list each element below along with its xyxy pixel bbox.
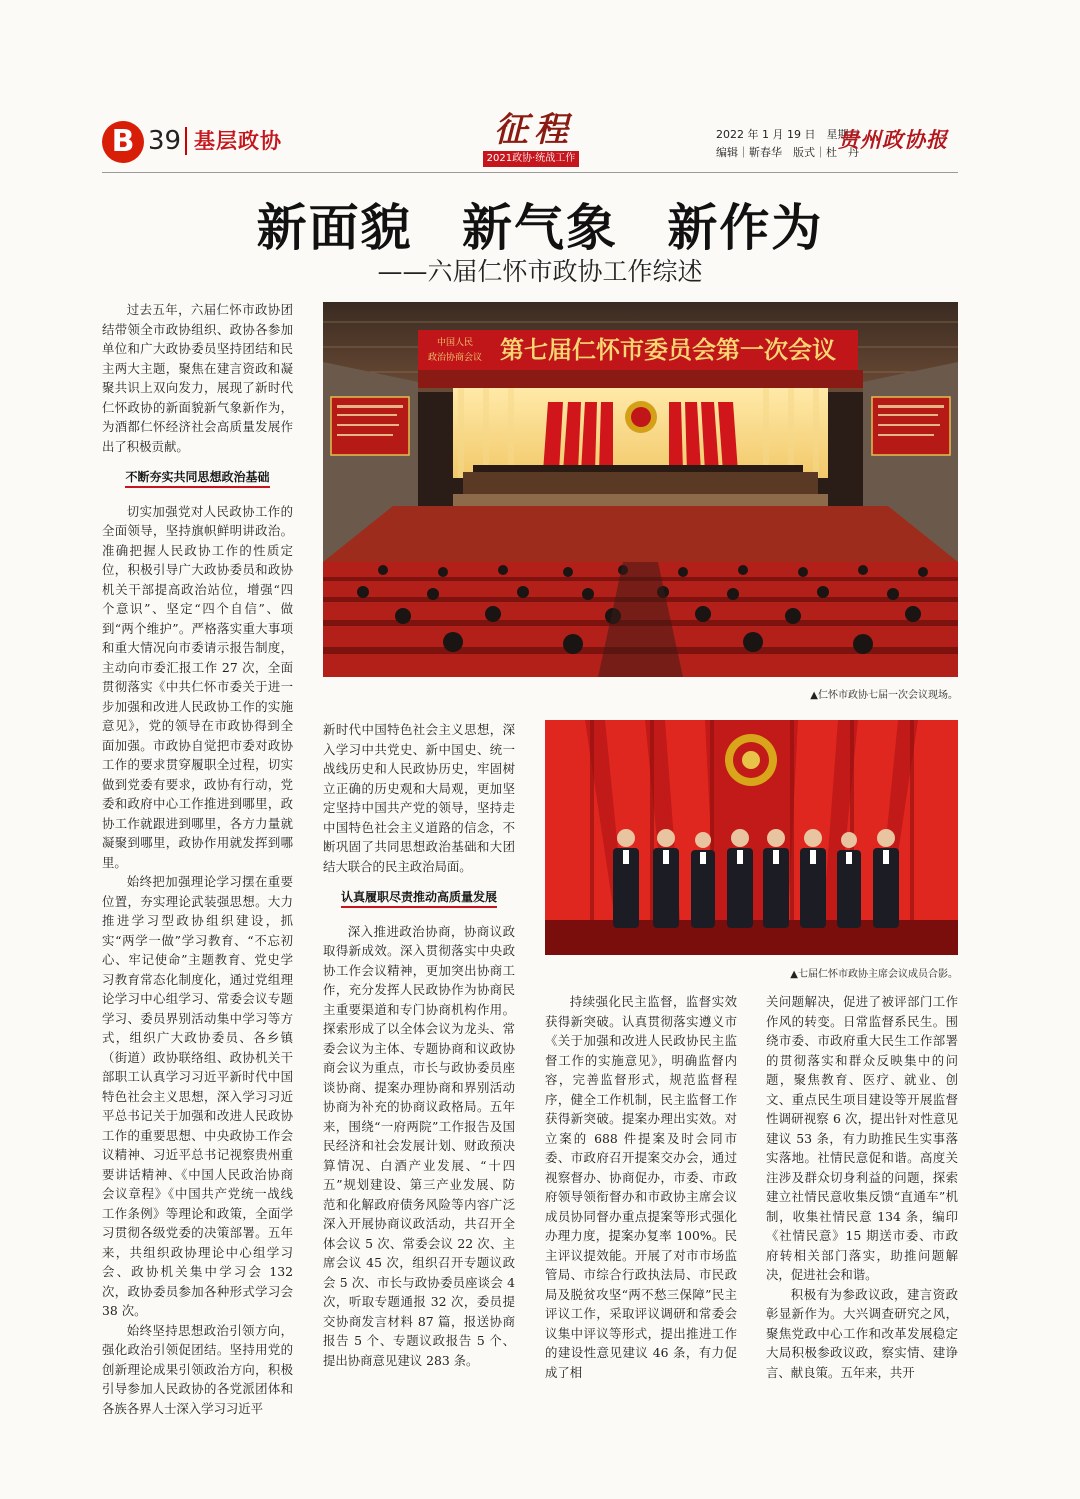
column-middle <box>323 720 515 1370</box>
banner-main-text: 第七届仁怀市委员会第一次会议 <box>500 335 836 364</box>
article-headline: 新面貌 新气象 新作为 <box>256 199 824 257</box>
section1-paragraph-2: 始终把加强理论学习摆在重要位置，夯实理论武装强思想。大力推进学习型政协组织建设，抓实“两学一做”学习教育、“不忘初心、牢记使命”主题教育、党史学习教育常态化制度化，通过党组理论学习中心组学习、常委会议专题学习、委员界别活动集中学习等方式，组织广大政协委员、各乡镇（街道）政协联络组、政协机关干部职工认真学习习近平新时代中国特色社会主义思想，深入学习习近平总书记关于加强和改进人民政协工作的重要思想、中央政协工作会议精神、习近平总书记视察贵州重要讲话精神、《中国人民政治协商会议章程》《中国共产党统一战线工作条例》等理论和政策，全面学习贯彻各级党委的决策部署。五年来，共组织政协理论中心组学习会、政协机关集中学习会 132 次，政协委员参加各种形式学习会 38 次。 <box>102 874 293 1318</box>
section2-heading <box>323 888 515 908</box>
section1-heading-text: 不断夯实共同思想政治基础 <box>125 470 269 488</box>
editor-credits: 编辑｜靳春华 版式｜杜 丹 <box>716 146 859 159</box>
header-divider <box>185 127 187 155</box>
column-logo-subtitle: 2021政协·统战工作 <box>483 151 579 167</box>
newspaper-name: 贵州政协报 <box>838 127 948 152</box>
column-left <box>102 300 293 1418</box>
section2-paragraph-1: 深入推进政治协商，协商议政取得新成效。深入贯彻落实中央政协工作会议精神，更加突出协商工作，充分发挥人民政协作为协商民主重要渠道和专门协商机构作用。探索形成了以全体会议为龙头、常委会议为主体、专题协商和议政协商会议为重点，市长与政协委员座谈协商、提案办理协商和界别活动协商为补充的协商议政格局。五年来，围绕“一府两院”工作报告及国民经济和社会发展计划、财政预决算情况、白酒产业发展、“十四五”规划建设、第三产业发展、防范和化解政府债务风险等内容广泛深入开展协商议政活动，共召开全体会议 5 次、常委会议 22 次、主席会议 45 次，组织召开专题议政会 5 次、市长与政协委员座谈会 4 次，听取专题通报 32 次，委员提交协商发言材料 87 篇，报送协商报告 5 个、专题议政报告 5 个、提出协商意见建议 283 条。 <box>323 923 515 1368</box>
photo2-caption: ▲七届仁怀市政协主席会议成员合影。 <box>790 969 958 980</box>
assembly-hall-illustration <box>323 302 958 677</box>
photo-group <box>545 720 958 955</box>
photo1-caption: ▲仁怀市政协七届一次会议现场。 <box>810 690 958 701</box>
article-subheadline: ——六届仁怀市政协工作综述 <box>377 257 703 286</box>
section2-heading-text: 认真履职尽责推动高质量发展 <box>341 890 497 908</box>
banner-left-text-1: 中国人民 <box>436 338 474 348</box>
section2-paragraph-2b: 关问题解决，促进了被评部门工作作风的转变。日常监督系民生。围绕市委、市政府重大民生工作部署的贯彻落实和群众反映集中的问题，聚焦教育、医疗、就业、创文、重点民生项目建设等开展监督性调研视察 6 次，提出针对性意见建议 53 条，有力助推民生实事落实落地。社情民意促和谐。高度关注涉及群众切身利益的问题，探索建立社情民意收集反馈“直通车”机制，收集社情民意 134 条，编印《社情民意》15 期送市委、市政府转相关部门落实，助推问题解决，促进社会和谐。 <box>766 994 958 1282</box>
group-photo-illustration <box>545 720 958 955</box>
section1-paragraph-3b: 新时代中国特色社会主义思想，深入学习中共党史、新中国史、统一战线历史和人民政协历史，牢固树立正确的历史观和大局观，更加坚定坚持中国共产党的领导，坚持走中国特色社会主义道路的信念，不断巩固了共同思想政治基础和大团结大联合的民主政治局面。 <box>323 722 515 874</box>
column-fourth <box>766 992 958 1397</box>
section1-heading <box>102 468 293 488</box>
column-logo: 征程 <box>494 110 574 150</box>
page-section-badge: B <box>102 121 144 163</box>
photo-assembly-hall <box>323 302 958 677</box>
section2-paragraph-3: 积极有为参政议政，建言资政彰显新作为。大兴调查研究之风，聚焦党政中心工作和改革发展稳定大局积极参政议政，察实情、建诤言、献良策。五年来，共开 <box>766 1286 958 1380</box>
page-number: 39 <box>148 126 182 156</box>
column-third <box>545 992 737 1397</box>
issue-date: 2022 年 1 月 19 日 星期三 <box>716 128 860 141</box>
section2-paragraph-2a: 持续强化民主监督，监督实效获得新突破。认真贯彻落实遵义市《关于加强和改进人民政协民主监督工作的实施意见》，明确监督内容，完善监督形式，规范监督程序，健全工作机制，民主监督工作获得新突破。提案办理出实效。对立案的 688 件提案及时会同市委、市政府召开提案交办会，通过视察督办、协商促办，市委、市政府领导领衔督办和市政协主席会议成员协同督办重点提案等形式强化办理力度，提案办复率 100%。民主评议提效能。开展了对市市场监管局、市综合行政执法局、市民政局及脱贫攻坚“两不愁三保障”民主评议工作，采取评议调研和常委会议集中评议等形式，提出推进工作的建设性意见建议 46 条，有力促成了相 <box>545 994 737 1380</box>
section1-paragraph-3a: 始终坚持思想政治引领方向，强化政治引领促团结。坚持用党的创新理论成果引领政治方向，积极引导参加人民政协的各党派团体和各族各界人士深入学习习近平 <box>102 1322 293 1416</box>
section2-paragraph-2-continued <box>766 992 958 1285</box>
banner-left-text-2: 政治协商会议 <box>427 353 483 363</box>
section1-paragraph-1: 切实加强党对人民政协工作的全面领导，坚持旗帜鲜明讲政治。准确把握人民政协工作的性质定位，积极引导广大政协委员和政协机关干部提高政治站位，增强“四个意识”、坚定“四个自信”、做到“两个维护”。严格落实重大事项和重大情况向市委请示报告制度，主动向市委汇报工作 27 次，全面贯彻落实《中共仁怀市委关于进一步加强和改进人民政协工作的实施意见》，党的领导在市政协得到全面加强。市政协自觉把市委对政协工作的要求贯穿履职全过程，切实做到党委有要求，政协有行动，党委和政府中心工作推进到哪里，政协工作就跟进到哪里，各方力量就凝聚到哪里，政协作用就发挥到哪里。 <box>102 503 293 870</box>
section-name: 基层政协 <box>194 129 282 153</box>
header-rule <box>102 172 958 173</box>
intro-paragraph: 过去五年，六届仁怀市政协团结带领全市政协组织、政协各参加单位和广大政协委员坚持团结和民主两大主题，聚焦在建言资政和凝聚共识上双向发力，展现了新时代仁怀政协的新面貌新气象新作为，为酒都仁怀经济社会高质量发展作出了积极贡献。 <box>102 302 293 454</box>
